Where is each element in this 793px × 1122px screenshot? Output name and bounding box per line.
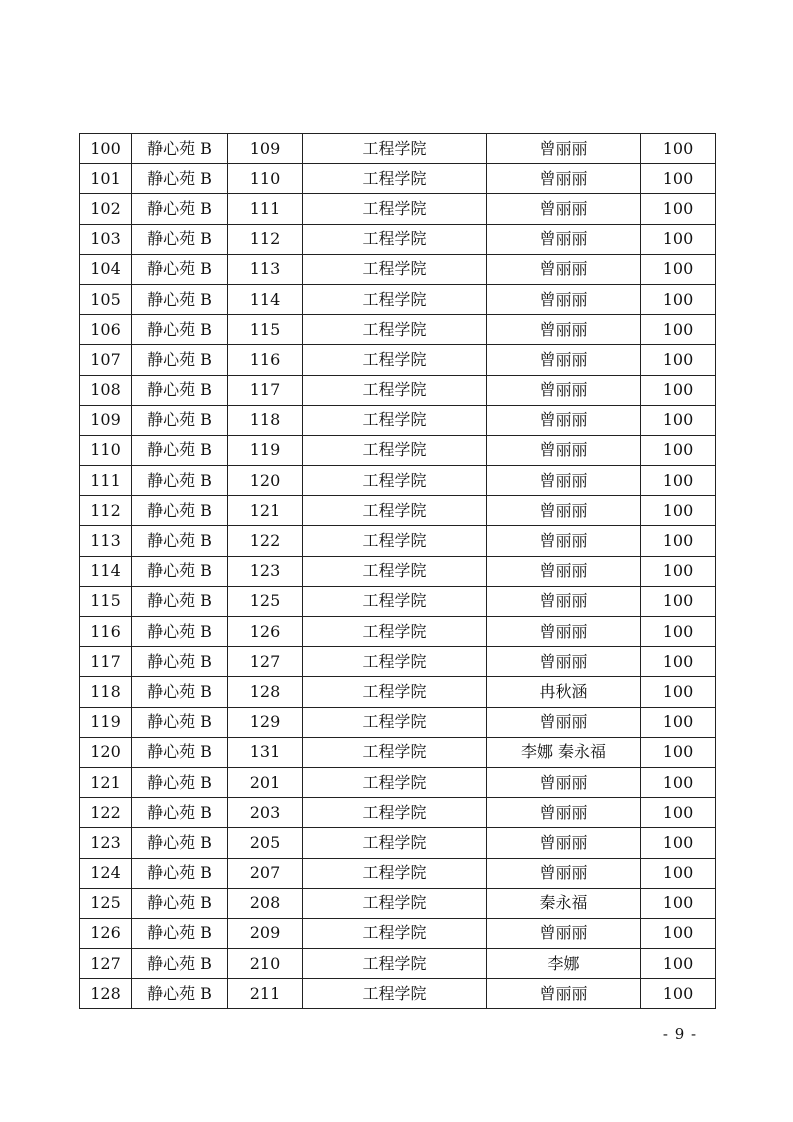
room-cell: 111 [228, 194, 303, 224]
table-row [80, 164, 716, 194]
building-cell: 静心苑 B [132, 405, 228, 435]
building-cell: 静心苑 B [132, 677, 228, 707]
score-cell: 100 [641, 798, 716, 828]
score-cell: 100 [641, 949, 716, 979]
name-cell: 曾丽丽 [487, 224, 641, 254]
score-cell: 100 [641, 224, 716, 254]
room-cell: 120 [228, 466, 303, 496]
room-cell: 110 [228, 164, 303, 194]
row-number-cell: 108 [80, 375, 132, 405]
name-cell: 曾丽丽 [487, 375, 641, 405]
building-cell: 静心苑 B [132, 164, 228, 194]
room-cell: 208 [228, 888, 303, 918]
building-cell: 静心苑 B [132, 284, 228, 314]
row-number-cell: 120 [80, 737, 132, 767]
score-cell: 100 [641, 254, 716, 284]
name-cell: 曾丽丽 [487, 556, 641, 586]
score-cell: 100 [641, 345, 716, 375]
building-cell: 静心苑 B [132, 435, 228, 465]
table-row [80, 345, 716, 375]
name-cell: 曾丽丽 [487, 164, 641, 194]
name-cell: 李娜 秦永福 [487, 737, 641, 767]
score-cell: 100 [641, 496, 716, 526]
row-number-cell: 100 [80, 134, 132, 164]
college-cell: 工程学院 [303, 194, 487, 224]
name-cell: 曾丽丽 [487, 918, 641, 948]
table-row [80, 949, 716, 979]
room-cell: 205 [228, 828, 303, 858]
name-cell: 曾丽丽 [487, 798, 641, 828]
row-number-cell: 116 [80, 617, 132, 647]
college-cell: 工程学院 [303, 526, 487, 556]
college-cell: 工程学院 [303, 737, 487, 767]
room-cell: 131 [228, 737, 303, 767]
score-cell: 100 [641, 405, 716, 435]
building-cell: 静心苑 B [132, 798, 228, 828]
score-cell: 100 [641, 556, 716, 586]
table-row [80, 737, 716, 767]
score-cell: 100 [641, 375, 716, 405]
building-cell: 静心苑 B [132, 949, 228, 979]
college-cell: 工程学院 [303, 888, 487, 918]
college-cell: 工程学院 [303, 224, 487, 254]
row-number-cell: 119 [80, 707, 132, 737]
room-cell: 115 [228, 315, 303, 345]
table-row [80, 888, 716, 918]
table-row [80, 858, 716, 888]
row-number-cell: 101 [80, 164, 132, 194]
room-cell: 109 [228, 134, 303, 164]
row-number-cell: 127 [80, 949, 132, 979]
score-cell: 100 [641, 617, 716, 647]
name-cell: 曾丽丽 [487, 707, 641, 737]
name-cell: 曾丽丽 [487, 315, 641, 345]
room-cell: 201 [228, 767, 303, 797]
building-cell: 静心苑 B [132, 556, 228, 586]
name-cell: 曾丽丽 [487, 435, 641, 465]
room-cell: 123 [228, 556, 303, 586]
name-cell: 曾丽丽 [487, 194, 641, 224]
building-cell: 静心苑 B [132, 375, 228, 405]
building-cell: 静心苑 B [132, 767, 228, 797]
page-number: - 9 - [662, 1025, 698, 1043]
college-cell: 工程学院 [303, 677, 487, 707]
score-cell: 100 [641, 828, 716, 858]
score-cell: 100 [641, 707, 716, 737]
row-number-cell: 124 [80, 858, 132, 888]
row-number-cell: 121 [80, 767, 132, 797]
building-cell: 静心苑 B [132, 315, 228, 345]
room-cell: 128 [228, 677, 303, 707]
score-cell: 100 [641, 677, 716, 707]
building-cell: 静心苑 B [132, 707, 228, 737]
room-cell: 210 [228, 949, 303, 979]
score-cell: 100 [641, 888, 716, 918]
name-cell: 冉秋涵 [487, 677, 641, 707]
building-cell: 静心苑 B [132, 254, 228, 284]
college-cell: 工程学院 [303, 707, 487, 737]
college-cell: 工程学院 [303, 767, 487, 797]
name-cell: 曾丽丽 [487, 134, 641, 164]
score-cell: 100 [641, 194, 716, 224]
row-number-cell: 103 [80, 224, 132, 254]
room-cell: 114 [228, 284, 303, 314]
name-cell: 曾丽丽 [487, 345, 641, 375]
college-cell: 工程学院 [303, 254, 487, 284]
row-number-cell: 117 [80, 647, 132, 677]
building-cell: 静心苑 B [132, 345, 228, 375]
table-row [80, 979, 716, 1009]
score-cell: 100 [641, 164, 716, 194]
building-cell: 静心苑 B [132, 737, 228, 767]
table-row [80, 375, 716, 405]
college-cell: 工程学院 [303, 284, 487, 314]
dormitory-table [79, 133, 716, 1009]
college-cell: 工程学院 [303, 405, 487, 435]
room-cell: 126 [228, 617, 303, 647]
name-cell: 曾丽丽 [487, 858, 641, 888]
row-number-cell: 112 [80, 496, 132, 526]
table-row [80, 617, 716, 647]
row-number-cell: 102 [80, 194, 132, 224]
row-number-cell: 126 [80, 918, 132, 948]
building-cell: 静心苑 B [132, 647, 228, 677]
room-cell: 129 [228, 707, 303, 737]
row-number-cell: 114 [80, 556, 132, 586]
table-row [80, 918, 716, 948]
room-cell: 113 [228, 254, 303, 284]
score-cell: 100 [641, 284, 716, 314]
room-cell: 119 [228, 435, 303, 465]
college-cell: 工程学院 [303, 134, 487, 164]
room-cell: 116 [228, 345, 303, 375]
name-cell: 曾丽丽 [487, 586, 641, 616]
table-row [80, 134, 716, 164]
college-cell: 工程学院 [303, 949, 487, 979]
building-cell: 静心苑 B [132, 586, 228, 616]
building-cell: 静心苑 B [132, 496, 228, 526]
college-cell: 工程学院 [303, 164, 487, 194]
building-cell: 静心苑 B [132, 888, 228, 918]
room-cell: 207 [228, 858, 303, 888]
college-cell: 工程学院 [303, 315, 487, 345]
name-cell: 曾丽丽 [487, 284, 641, 314]
college-cell: 工程学院 [303, 798, 487, 828]
building-cell: 静心苑 B [132, 858, 228, 888]
table-row [80, 254, 716, 284]
row-number-cell: 122 [80, 798, 132, 828]
name-cell: 曾丽丽 [487, 496, 641, 526]
table-row [80, 405, 716, 435]
college-cell: 工程学院 [303, 466, 487, 496]
building-cell: 静心苑 B [132, 466, 228, 496]
name-cell: 曾丽丽 [487, 466, 641, 496]
name-cell: 曾丽丽 [487, 617, 641, 647]
table-row [80, 194, 716, 224]
college-cell: 工程学院 [303, 345, 487, 375]
table-body [80, 134, 716, 1009]
table-row [80, 767, 716, 797]
table-row [80, 647, 716, 677]
score-cell: 100 [641, 737, 716, 767]
row-number-cell: 104 [80, 254, 132, 284]
room-cell: 209 [228, 918, 303, 948]
room-cell: 112 [228, 224, 303, 254]
score-cell: 100 [641, 586, 716, 616]
name-cell: 曾丽丽 [487, 405, 641, 435]
row-number-cell: 123 [80, 828, 132, 858]
college-cell: 工程学院 [303, 858, 487, 888]
table-row [80, 586, 716, 616]
room-cell: 117 [228, 375, 303, 405]
table-row [80, 556, 716, 586]
college-cell: 工程学院 [303, 647, 487, 677]
room-cell: 203 [228, 798, 303, 828]
building-cell: 静心苑 B [132, 979, 228, 1009]
college-cell: 工程学院 [303, 556, 487, 586]
building-cell: 静心苑 B [132, 194, 228, 224]
college-cell: 工程学院 [303, 375, 487, 405]
building-cell: 静心苑 B [132, 526, 228, 556]
college-cell: 工程学院 [303, 918, 487, 948]
name-cell: 曾丽丽 [487, 647, 641, 677]
score-cell: 100 [641, 466, 716, 496]
building-cell: 静心苑 B [132, 134, 228, 164]
score-cell: 100 [641, 858, 716, 888]
table-row [80, 284, 716, 314]
table-row [80, 677, 716, 707]
building-cell: 静心苑 B [132, 918, 228, 948]
row-number-cell: 106 [80, 315, 132, 345]
room-cell: 118 [228, 405, 303, 435]
room-cell: 122 [228, 526, 303, 556]
row-number-cell: 111 [80, 466, 132, 496]
score-cell: 100 [641, 767, 716, 797]
college-cell: 工程学院 [303, 617, 487, 647]
score-cell: 100 [641, 526, 716, 556]
row-number-cell: 110 [80, 435, 132, 465]
score-cell: 100 [641, 435, 716, 465]
name-cell: 曾丽丽 [487, 526, 641, 556]
room-cell: 127 [228, 647, 303, 677]
college-cell: 工程学院 [303, 435, 487, 465]
room-cell: 125 [228, 586, 303, 616]
name-cell: 曾丽丽 [487, 254, 641, 284]
row-number-cell: 125 [80, 888, 132, 918]
name-cell: 李娜 [487, 949, 641, 979]
table-row [80, 828, 716, 858]
score-cell: 100 [641, 315, 716, 345]
score-cell: 100 [641, 134, 716, 164]
college-cell: 工程学院 [303, 586, 487, 616]
building-cell: 静心苑 B [132, 617, 228, 647]
row-number-cell: 118 [80, 677, 132, 707]
table-row [80, 798, 716, 828]
building-cell: 静心苑 B [132, 828, 228, 858]
table-row [80, 496, 716, 526]
table-row [80, 435, 716, 465]
name-cell: 秦永福 [487, 888, 641, 918]
row-number-cell: 115 [80, 586, 132, 616]
table-row [80, 526, 716, 556]
row-number-cell: 128 [80, 979, 132, 1009]
college-cell: 工程学院 [303, 979, 487, 1009]
score-cell: 100 [641, 979, 716, 1009]
row-number-cell: 107 [80, 345, 132, 375]
room-cell: 211 [228, 979, 303, 1009]
row-number-cell: 113 [80, 526, 132, 556]
score-cell: 100 [641, 918, 716, 948]
score-cell: 100 [641, 647, 716, 677]
college-cell: 工程学院 [303, 496, 487, 526]
room-cell: 121 [228, 496, 303, 526]
name-cell: 曾丽丽 [487, 828, 641, 858]
name-cell: 曾丽丽 [487, 979, 641, 1009]
table-row [80, 466, 716, 496]
table-row [80, 315, 716, 345]
building-cell: 静心苑 B [132, 224, 228, 254]
college-cell: 工程学院 [303, 828, 487, 858]
row-number-cell: 109 [80, 405, 132, 435]
table-row [80, 224, 716, 254]
row-number-cell: 105 [80, 284, 132, 314]
table-row [80, 707, 716, 737]
name-cell: 曾丽丽 [487, 767, 641, 797]
